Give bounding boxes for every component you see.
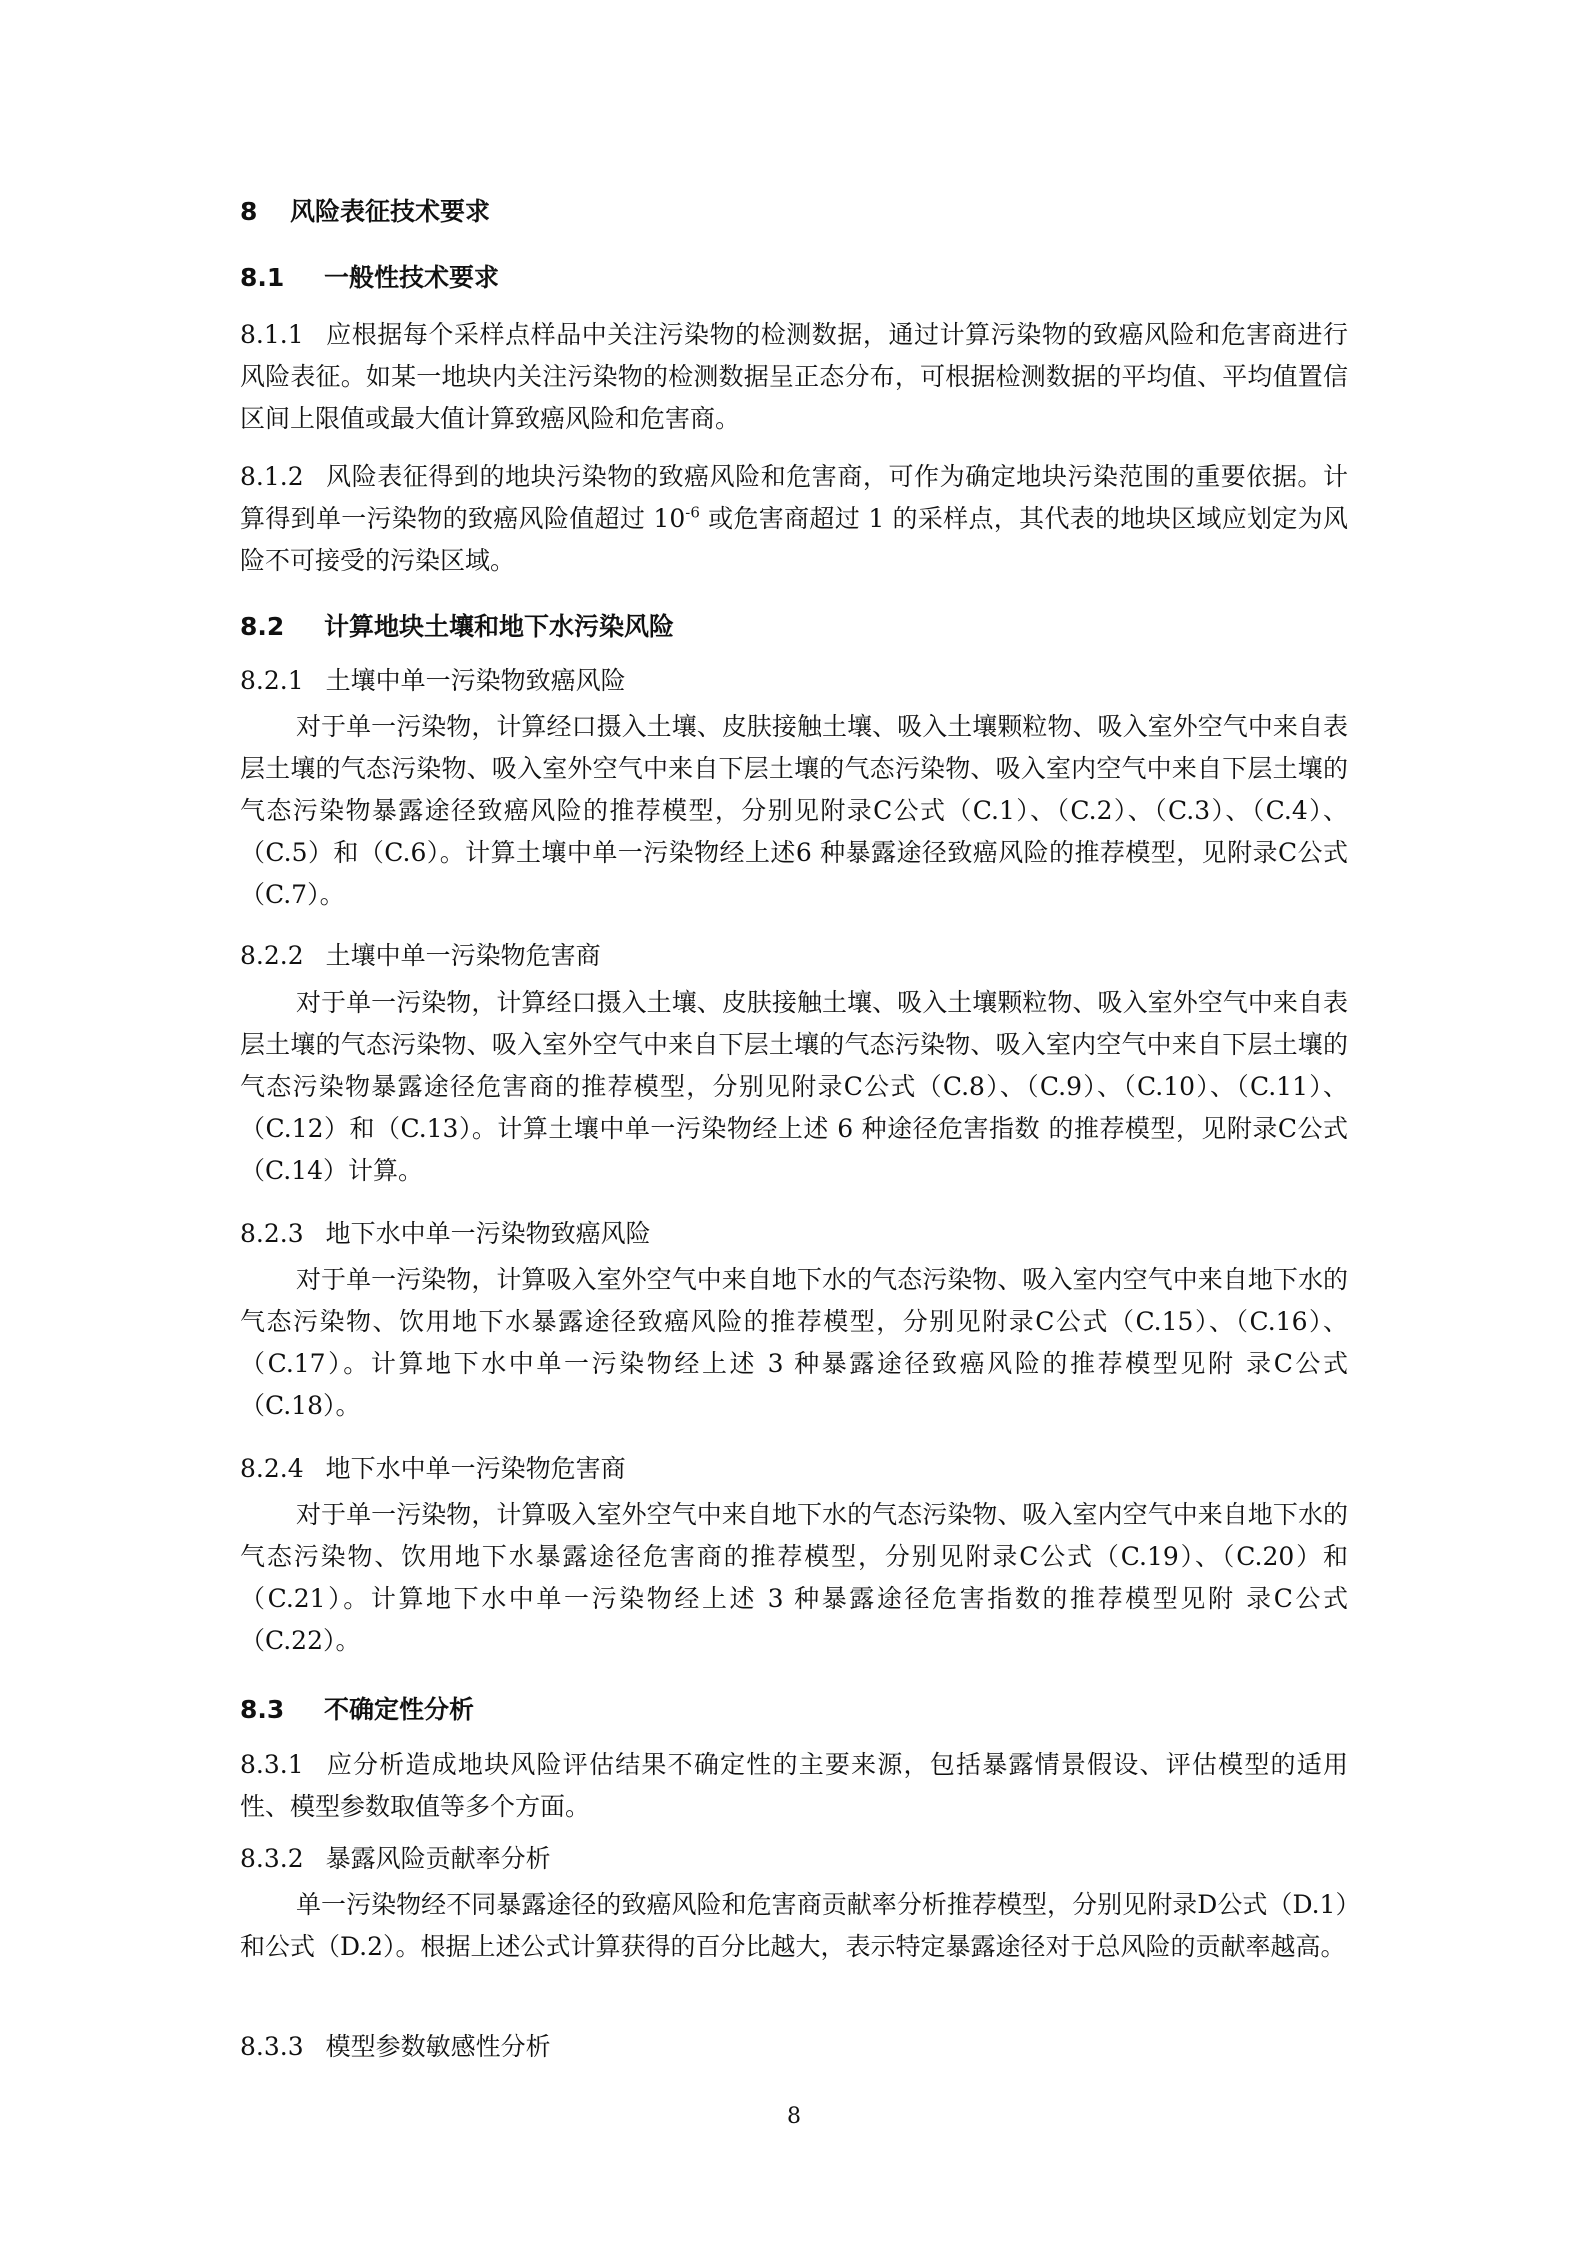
subsection-number: 8.2.3: [240, 1219, 304, 1248]
clause-text: 应分析造成地块风险评估结果不确定性的主要来源，包括暴露情景假设、评估模型的适用性、模型参数取值等多个方面。: [240, 1750, 1348, 1821]
subsection-heading-8-2-3: [240, 1213, 1348, 1255]
subsection-heading-8-3-3: [240, 2026, 1348, 2068]
subsection-number: 8.3.3: [240, 2032, 304, 2061]
section-title: 风险表征技术要求: [290, 197, 491, 226]
body-paragraph: 对于单一污染物，计算吸入室外空气中来自地下水的气态污染物、吸入室内空气中来自地下水的气态污染物、饮用地下水暴露途径致癌风险的推荐模型，分别见附录C公式（C.15）、（C.16）、（C.17）。计算地下水中单一污染物经上述 3 种暴露途径致癌风险的推荐模型见附 录C公式（C.18）。: [240, 1265, 1348, 1420]
section-heading-8-3: [240, 1689, 1348, 1731]
clause-8-1-2: [240, 456, 1348, 582]
exponent: -6: [685, 503, 700, 522]
section-number: 8.1: [240, 263, 285, 292]
clause-text-after: 或危害商超过 1 的采样点，其代表的地块区域应划定为风险不可接受的污染区域。: [240, 504, 1349, 575]
subsection-heading-8-2-2: [240, 935, 1348, 977]
subsection-number: 8.3.2: [240, 1844, 304, 1873]
subsection-title: 地下水中单一污染物危害商: [325, 1454, 626, 1483]
section-title: 不确定性分析: [324, 1695, 475, 1724]
clause-8-1-1: [240, 314, 1348, 440]
subsection-title: 模型参数敏感性分析: [325, 2032, 551, 2061]
section-number: 8.3: [240, 1695, 285, 1724]
clause-text-before: 风险表征得到的地块污染物的致癌风险和危害商，可作为确定地块污染范围的重要依据。计算得到单一污染物的致癌风险值超过 10: [240, 462, 1348, 533]
subsection-number: 8.2.4: [240, 1454, 304, 1483]
section-title: 一般性技术要求: [324, 263, 500, 292]
subsection-number: 8.2.2: [240, 941, 304, 970]
subsection-title: 暴露风险贡献率分析: [325, 1844, 551, 1873]
body-paragraph: 单一污染物经不同暴露途径的致癌风险和危害商贡献率分析推荐模型，分别见附录D公式（D.1）和公式（D.2）。根据上述公式计算获得的百分比越大，表示特定暴露途径对于总风险的贡献率越高。: [240, 1890, 1348, 1961]
subsection-title: 土壤中单一污染物危害商: [325, 941, 601, 970]
section-title: 计算地块土壤和地下水污染风险: [324, 612, 675, 641]
page-number: 8: [787, 2104, 801, 2129]
body-paragraph: 对于单一污染物，计算吸入室外空气中来自地下水的气态污染物、吸入室内空气中来自地下水的气态污染物、饮用地下水暴露途径危害商的推荐模型，分别见附录C公式（C.19）、（C.20）和（C.21）。计算地下水中单一污染物经上述 3 种暴露途径危害指数的推荐模型见附 录C公式（C.22）。: [240, 1500, 1348, 1655]
clause-number: 8.1.1: [240, 320, 304, 349]
section-heading-8-2: [240, 606, 1348, 648]
clause-text: 应根据每个采样点样品中关注污染物的检测数据，通过计算污染物的致癌风险和危害商进行风险表征。如某一地块内关注污染物的检测数据呈正态分布，可根据检测数据的平均值、平均值置信区间上限值或最大值计算致癌风险和危害商。: [240, 320, 1348, 433]
section-number: 8.2: [240, 612, 285, 641]
subsection-title: 地下水中单一污染物致癌风险: [325, 1219, 651, 1248]
body-paragraph: 对于单一污染物，计算经口摄入土壤、皮肤接触土壤、吸入土壤颗粒物、吸入室外空气中来自表层土壤的气态污染物、吸入室外空气中来自下层土壤的气态污染物、吸入室内空气中来自下层土壤的气态污染物暴露途径致癌风险的推荐模型，分别见附录C公式（C.1）、（C.2）、（C.3）、（C.4）、（C.5）和（C.6）。计算土壤中单一污染物经上述6 种暴露途径致癌风险的推荐模型，见附录C公式（C.7）。: [240, 712, 1348, 909]
subsection-number: 8.2.1: [240, 666, 304, 695]
section-heading-8: [240, 191, 1348, 233]
clause-8-3-1: [240, 1744, 1348, 1828]
subsection-heading-8-2-4: [240, 1448, 1348, 1490]
subsection-heading-8-2-1: [240, 660, 1348, 702]
body-paragraph: 对于单一污染物，计算经口摄入土壤、皮肤接触土壤、吸入土壤颗粒物、吸入室外空气中来自表层土壤的气态污染物、吸入室外空气中来自下层土壤的气态污染物、吸入室内空气中来自下层土壤的气态污染物暴露途径危害商的推荐模型，分别见附录C公式（C.8）、（C.9）、（C.10）、（C.11）、（C.12）和（C.13）。计算土壤中单一污染物经上述 6 种途径危害指数 的推荐模型，见附录C公式（C.14）计算。: [240, 988, 1348, 1185]
subsection-title: 土壤中单一污染物致癌风险: [325, 666, 626, 695]
section-heading-8-1: [240, 257, 1348, 299]
section-number: 8: [240, 197, 258, 226]
clause-number: 8.3.1: [240, 1750, 304, 1779]
subsection-heading-8-3-2: [240, 1838, 1348, 1880]
clause-number: 8.1.2: [240, 462, 304, 491]
